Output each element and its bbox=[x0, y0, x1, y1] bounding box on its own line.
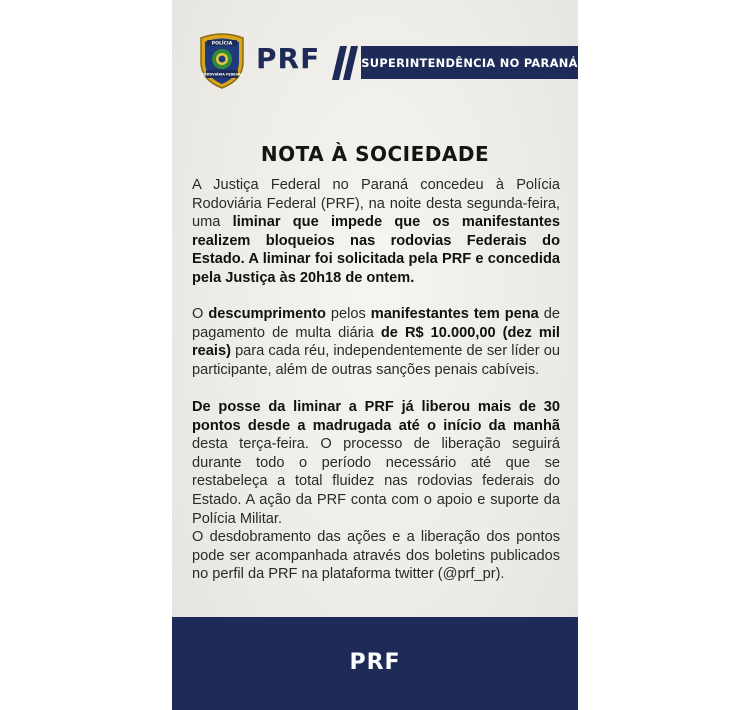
paragraph-2 bbox=[192, 305, 560, 379]
footer-logo: PRF bbox=[349, 650, 401, 675]
text-segment: manifestantes tem pena bbox=[370, 306, 539, 322]
text-segment: A Justiça Federal no Paraná concedeu à Polícia Rodoviária Federal (PRF), na noite desta segunda-feira, uma bbox=[192, 177, 560, 231]
text-segment: para cada réu, independentemente de ser líder ou participante, além de outras sanções penais cabíveis. bbox=[192, 343, 560, 378]
prf-badge-icon bbox=[197, 32, 247, 90]
footer-bar bbox=[172, 617, 578, 710]
superintendence-banner bbox=[361, 46, 578, 79]
divider-stripes-icon bbox=[332, 46, 360, 80]
notice-card bbox=[172, 0, 578, 710]
badge-text-top: POLÍCIA bbox=[211, 41, 233, 47]
text-segment: descumprimento bbox=[208, 306, 326, 322]
text-segment: de pagamento de multa diária bbox=[192, 306, 560, 341]
text-segment: De posse da liminar a PRF já liberou mais de 30 pontos desde a madrugada até o início da manhã bbox=[192, 399, 560, 434]
paragraph-3 bbox=[192, 398, 560, 528]
paragraph-4 bbox=[192, 528, 560, 584]
text-segment: O desdobramento das ações e a liberação dos pontos pode ser acompanhada através dos boletins publicados no perfil da PRF na plataforma twitter (@prf_pr). bbox=[192, 529, 560, 583]
text-segment: O bbox=[192, 306, 209, 322]
paragraph-1 bbox=[192, 176, 560, 288]
banner-label: SUPERINTENDÊNCIA NO PARANÁ bbox=[361, 55, 578, 70]
page-title: NOTA À SOCIEDADE bbox=[260, 142, 490, 166]
text-segment: pelos bbox=[325, 306, 371, 322]
text-segment: desta terça-feira. O processo de liberação seguirá durante todo o período necessário até que se restabeleça a total fluidez nas rodovias federais do Estado. A ação da PRF conta com o apoio e suporte da Polícia Militar. bbox=[192, 436, 560, 527]
text-segment: liminar que impede que os manifestantes realizem bloqueios nas rodovias Federais do Estado. A liminar foi solicitada pela PRF e concedida pela Justiça às 20h18 de ontem. bbox=[192, 214, 560, 286]
brand-logo: PRF bbox=[256, 42, 321, 75]
text-segment: de R$ 10.000,00 (dez mil reais) bbox=[192, 324, 560, 360]
badge-text-bottom: RODOVIÁRIA FEDERAL bbox=[201, 72, 243, 77]
